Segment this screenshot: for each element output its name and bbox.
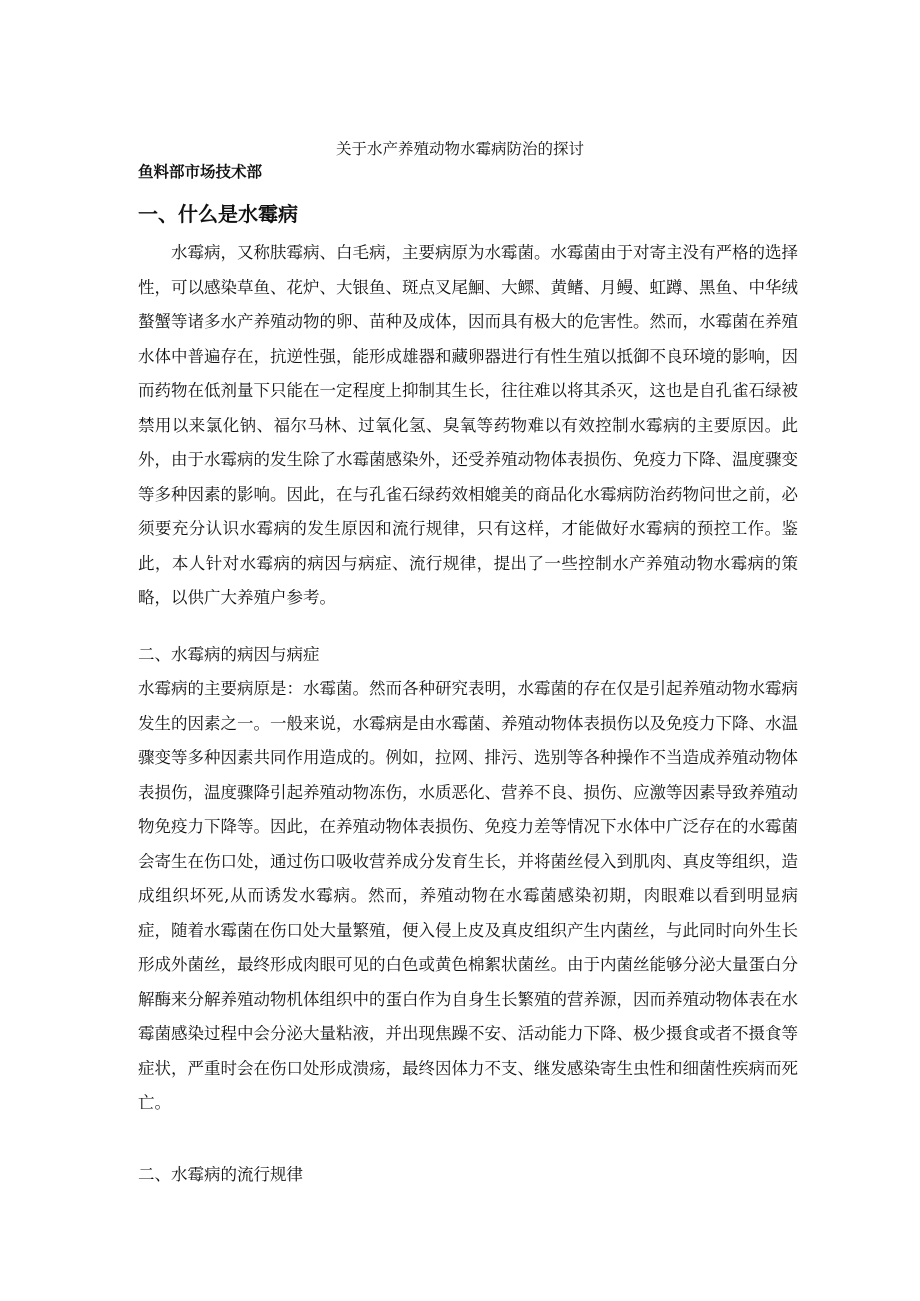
document-title: 关于水产养殖动物水霉病防治的探讨 (335, 140, 584, 158)
section-heading-3: 二、水霉病的流行规律 (138, 1165, 303, 1184)
department-line: 鱼料部市场技术部 (138, 163, 263, 181)
section-2-paragraph: 水霉病的主要病原是：水霉菌。然而各种研究表明，水霉菌的存在仅是引起养殖动物水霉病发生的因素之一。一般来说，水霉病是由水霉菌、养殖动物体表损伤以及免疫力下降、水温骤变等多种因素共同作用造成的。例如，拉网、排污、选别等各种操作不当造成养殖动物体表损伤，温度骤降引起养殖动物冻伤，水质恶化、营养不良、损伤、应激等因素导致养殖动物免疫力下降等。因此，在养殖动物体表损伤、免疫力差等情况下水体中广泛存在的水霉菌会寄生在伤口处，通过伤口吸收营养成分发育生长，并将菌丝侵入到肌肉、真皮等组织，造成组织坏死,从而诱发水霉病。然而，养殖动物在水霉菌感染初期，肉眼难以看到明显病症，随着水霉菌在伤口处大量繁殖，便入侵上皮及真皮组织产生内菌丝，与此同时向外生长形成外菌丝，最终形成肉眼可见的白色或黄色棉絮状菌丝。由于内菌丝能够分泌大量蛋白分解酶来分解养殖动物机体组织中的蛋白作为自身生长繁殖的营养源，因而养殖动物体表在水霉菌感染过程中会分泌大量粘液，并出现焦躁不安、活动能力下降、极少摄食或者不摄食等症状，严重时会在伤口处形成溃疡，最终因体力不支、继发感染寄生虫性和细菌性疾病而死亡。 (138, 679, 798, 1112)
section-1-paragraph: 水霉病，又称肤霉病、白毛病，主要病原为水霉菌。水霉菌由于对寄主没有严格的选择性，可以感染草鱼、花炉、大银鱼、斑点叉尾鮰、大鳏、黄鳍、月鳗、虹蹲、黑鱼、中华绒螯蟹等诸多水产养殖动物的卵、苗种及成体，因而具有极大的危害性。然而，水霉菌在养殖水体中普遍存在，抗逆性强，能形成雄器和藏卵器进行有性生殖以抵御不良环境的影响，因而药物在低剂量下只能在一定程度上抑制其生长，往往难以将其杀灭，这也是自孔雀石绿被禁用以来氯化钠、福尔马林、过氧化氢、臭氧等药物难以有效控制水霉病的主要原因。此外，由于水霉病的发生除了水霉菌感染外，还受养殖动物体表损伤、免疫力下降、温度骤变等多种因素的影响。因此，在与孔雀石绿药效相媲美的商品化水霉病防治药物问世之前，必须要充分认识水霉病的发生原因和流行规律，只有这样，才能做好水霉病的预控工作。鉴此，本人针对水霉病的病因与病症、流行规律，提出了一些控制水产养殖动物水霉病的策略，以供广大养殖户参考。 (138, 243, 798, 607)
section-heading-2: 二、水霉病的病因与病症 (138, 645, 320, 664)
section-heading-1: 一、什么是水霉病 (138, 202, 298, 226)
